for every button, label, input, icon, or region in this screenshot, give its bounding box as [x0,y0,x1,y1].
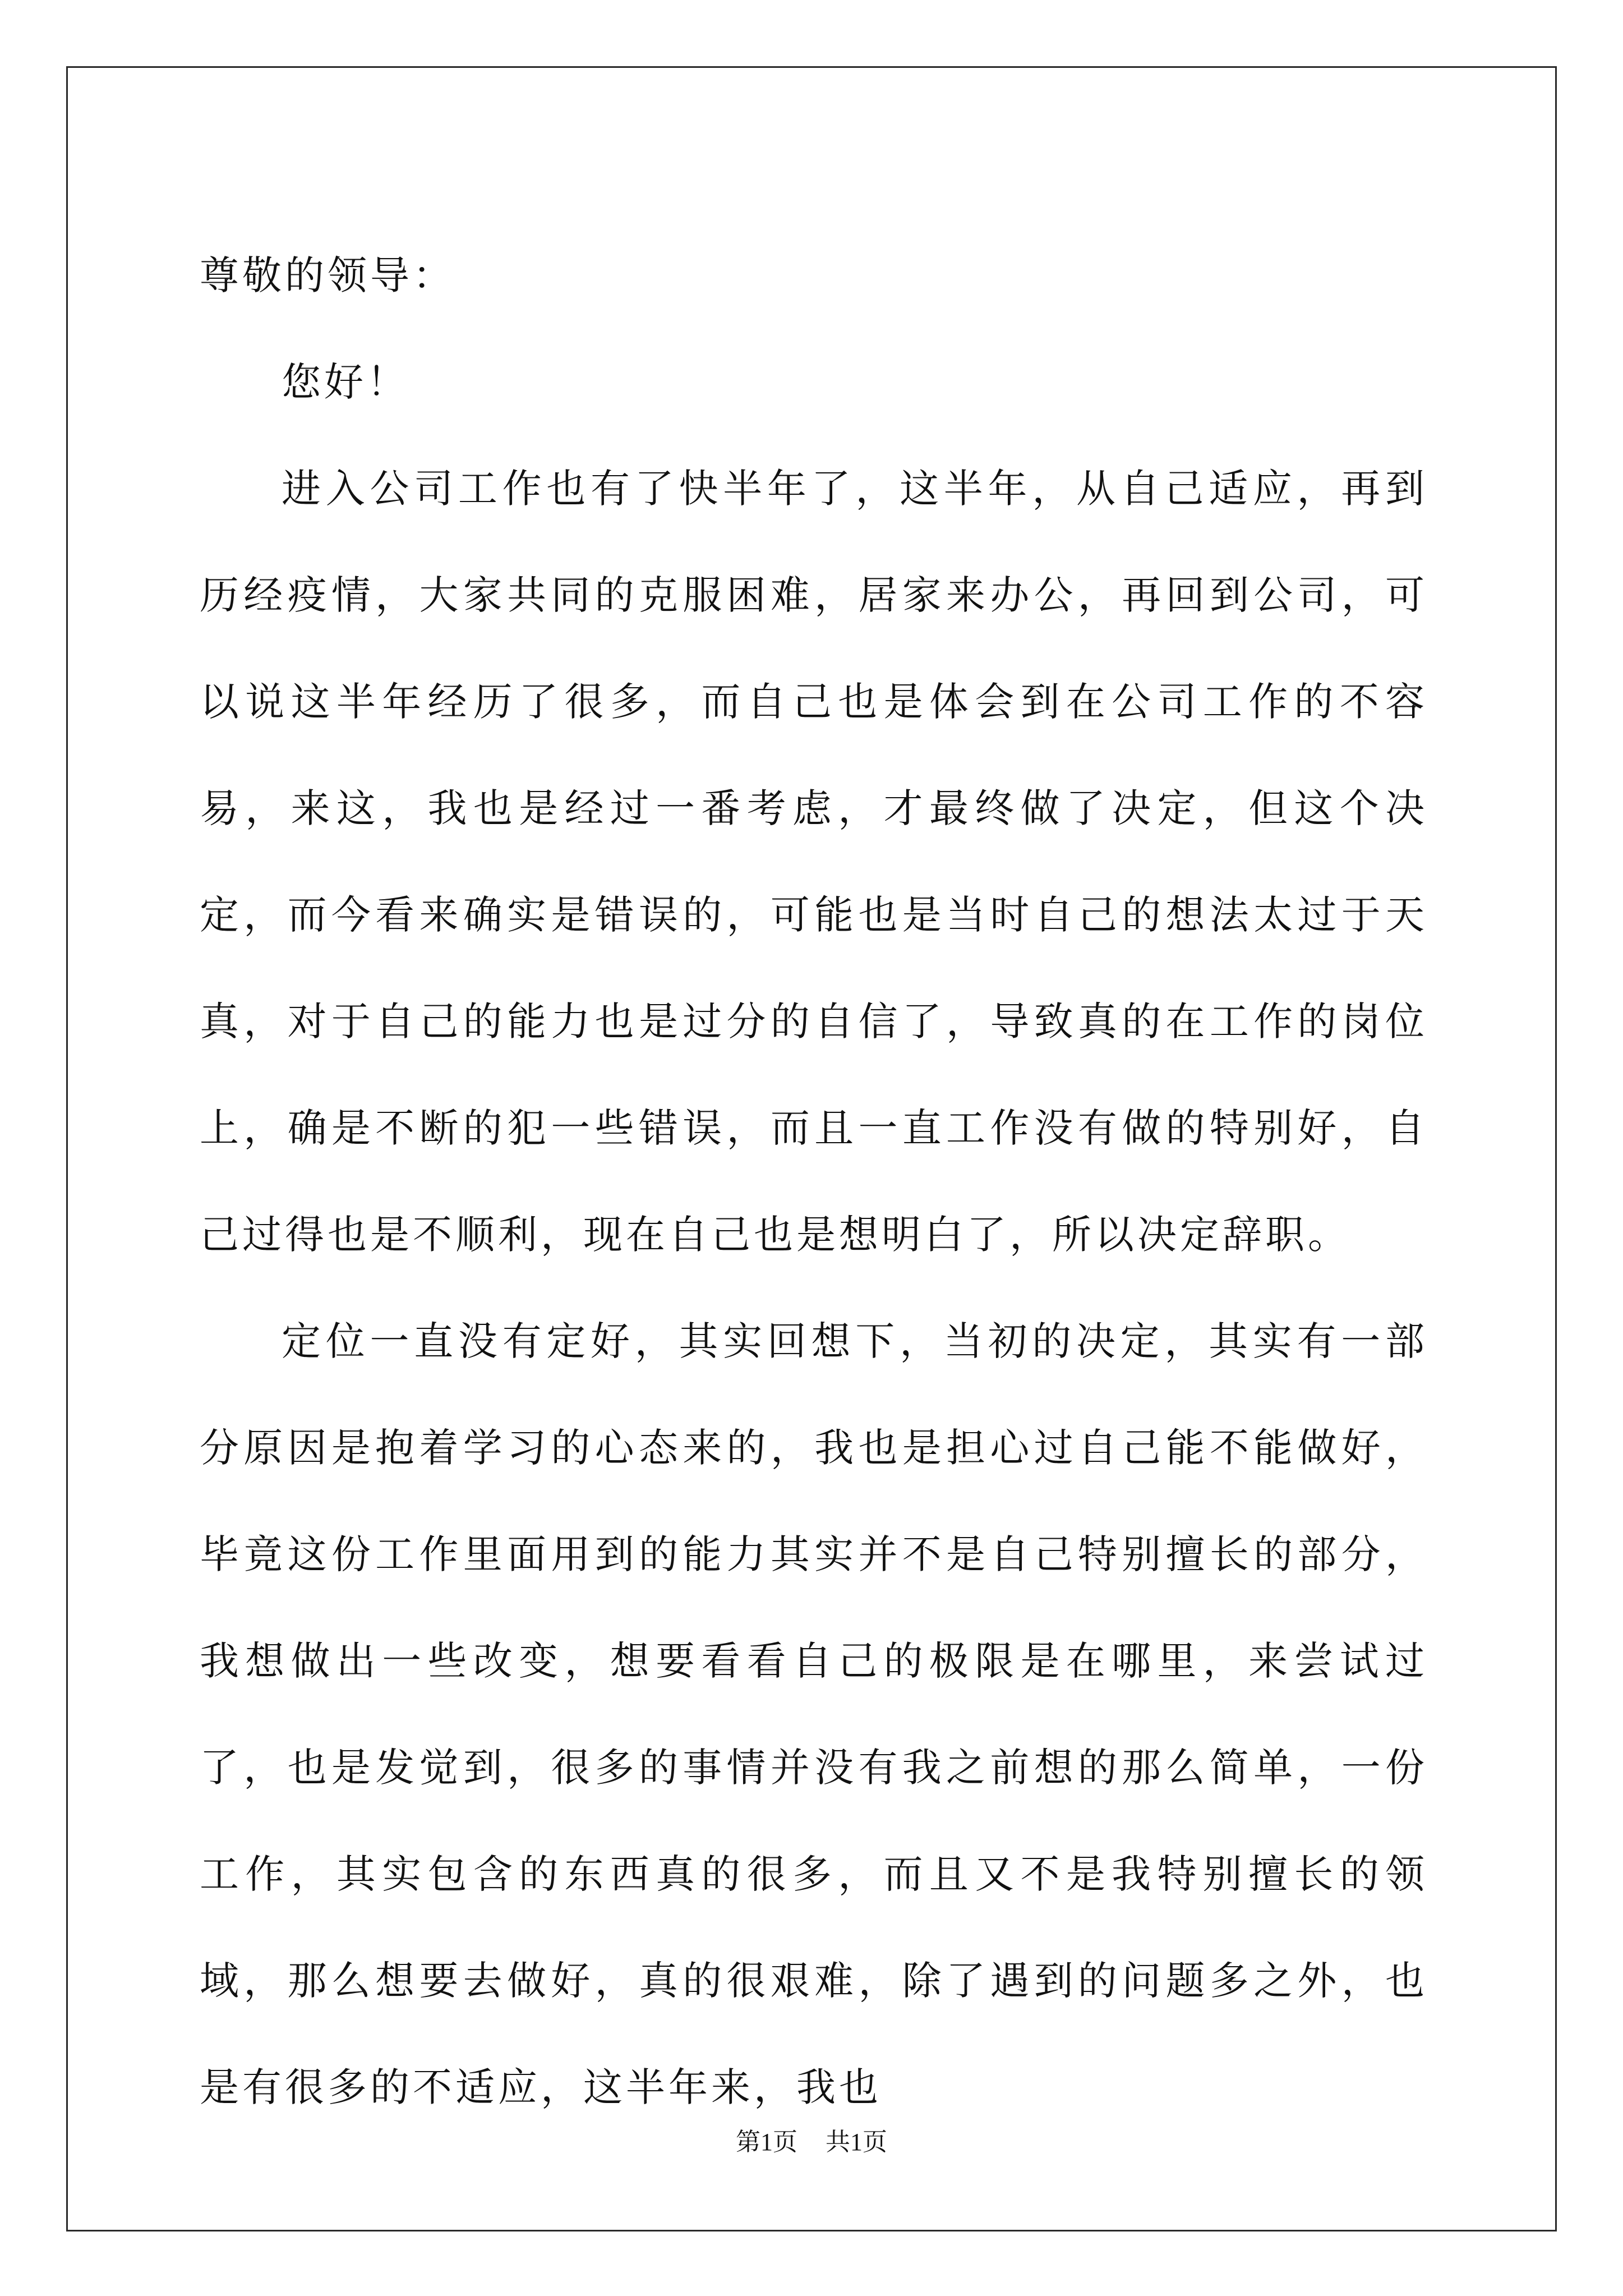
total-pages: 共1页 [826,2128,887,2156]
document-body [200,222,1428,2141]
salutation: 尊敬的领导： [200,252,455,298]
paragraph-1: 进入公司工作也有了快半年了，这半年，从自己适应，再到历经疫情，大家共同的克服困难，居家来办公，再回到公司，可以说这半年经历了很多，而自己也是体会到在公司工作的不容易，来这，我也是经过一番考虑，才最终做了决定，但这个决定，而今看来确实是错误的，可能也是当时自己的想法太过于天真，对于自己的能力也是过分的自信了，导致真的在工作的岗位上，确是不断的犯一些错误，而且一直工作没有做的特别好，自己过得也是不顺利，现在自己也是想明白了，所以决定辞职。 [200,466,1428,1258]
page-footer [0,2122,1623,2157]
paragraph-2: 定位一直没有定好，其实回想下，当初的决定，其实有一部分原因是抱着学习的心态来的，我也是担心过自己能不能做好，毕竟这份工作里面用到的能力其实并不是自己特别擅长的部分，我想做出一些改变，想要看看自己的极限是在哪里，来尝试过了，也是发觉到，很多的事情并没有我之前想的那么简单，一份工作，其实包含的东西真的很多，而且又不是我特别擅长的领域，那么想要去做好，真的很艰难，除了遇到的问题多之外，也是有很多的不适应，这半年来，我也 [200,1318,1428,2110]
page-number: 第1页 [736,2128,797,2156]
greeting: 您好！ [282,359,409,405]
